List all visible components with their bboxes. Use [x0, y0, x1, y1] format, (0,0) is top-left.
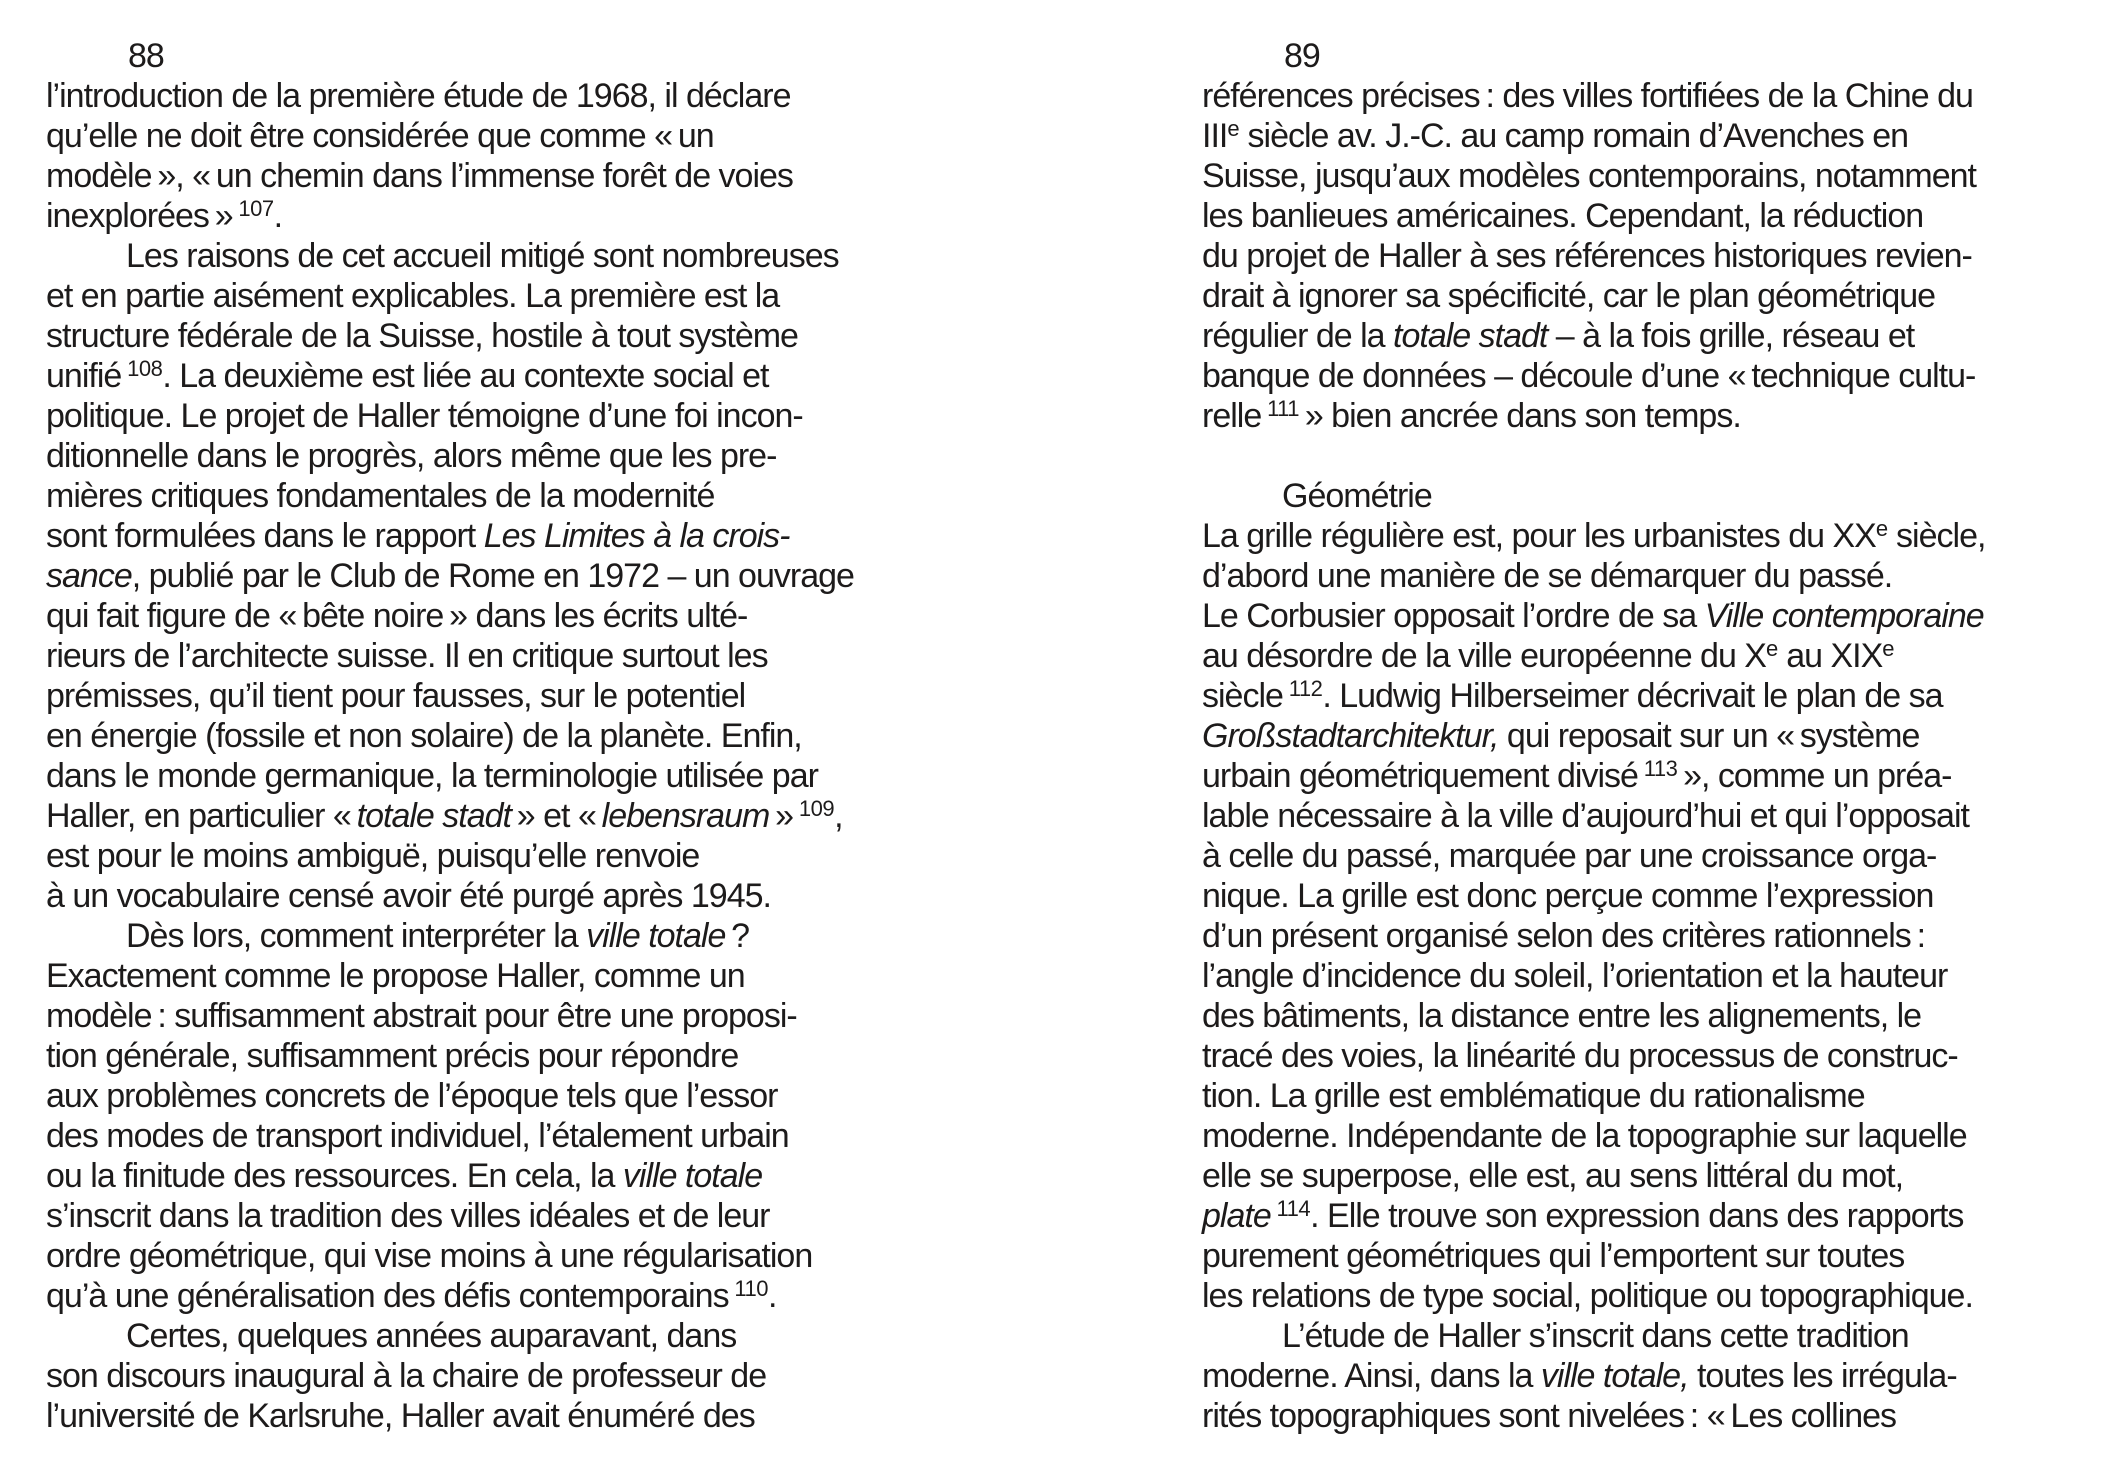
- text-line: est pour le moins ambiguë, puisqu’elle renvoie: [46, 837, 700, 875]
- text-line: son discours inaugural à la chaire de professeur de: [46, 1357, 767, 1395]
- text-line: qu’à une généralisation des défis contemporains $^{110}$.: [46, 1276, 777, 1315]
- text-line: Suisse, jusqu’aux modèles contemporains, notamment: [1202, 157, 1976, 195]
- text-line: prémisses, qu’il tient pour fausses, sur le potentiel: [46, 677, 746, 715]
- text-line: moderne. Ainsi, dans la ville totale, toutes les irrégula-: [1202, 1357, 1957, 1395]
- text-line: lable nécessaire à la ville d’aujourd’hui et qui l’opposait: [1202, 797, 1969, 835]
- text-line: ou la finitude des ressources. En cela, la ville totale: [46, 1157, 763, 1195]
- text-line: modèle », « un chemin dans l’immense forêt de voies: [46, 157, 793, 195]
- text-line: des bâtiments, la distance entre les alignements, le: [1202, 997, 1922, 1035]
- text-line: au désordre de la ville européenne du Xe au XIXe: [1202, 636, 1895, 675]
- text-line: urbain géométriquement divisé $^{113}$ », comme un préa-: [1202, 756, 1952, 795]
- text-line: sance, publié par le Club de Rome en 1972 – un ouvrage: [46, 557, 854, 595]
- text-line: relle $^{111}$ » bien ancrée dans son temps.: [1202, 396, 1741, 435]
- text-line: et en partie aisément explicables. La première est la: [46, 277, 780, 315]
- text-line: drait à ignorer sa spécificité, car le plan géométrique: [1202, 277, 1936, 315]
- text-line: l’introduction de la première étude de 1968, il déclare: [46, 77, 791, 115]
- text-line: rieurs de l’architecte suisse. Il en critique surtout les: [46, 637, 768, 675]
- text-line: sont formulées dans le rapport Les Limites à la crois-: [46, 517, 790, 555]
- text-line: siècle $^{112}$. Ludwig Hilberseimer décrivait le plan de sa: [1202, 676, 1943, 715]
- blank-line: [1202, 436, 2114, 476]
- text-line: du projet de Haller à ses références historiques revien-: [1202, 237, 1972, 275]
- page-number: 89: [1284, 37, 1320, 75]
- text-line: l’université de Karlsruhe, Haller avait énuméré des: [46, 1397, 755, 1435]
- text-line: plate $^{114}$. Elle trouve son expression dans des rapports: [1202, 1196, 1964, 1235]
- text-line: Le Corbusier opposait l’ordre de sa Ville contemporaine: [1202, 597, 1984, 635]
- text-line: inexplorées » $^{107}$.: [46, 196, 283, 235]
- text-line: à celle du passé, marquée par une croissance orga-: [1202, 837, 1937, 875]
- text-line: La grille régulière est, pour les urbanistes du XXe siècle,: [1202, 516, 1986, 555]
- text-line: IIIe siècle av. J.-C. au camp romain d’Avenches en: [1202, 116, 1909, 155]
- text-line: références précises : des villes fortifiées de la Chine du: [1202, 77, 1973, 115]
- text-line: aux problèmes concrets de l’époque tels que l’essor: [46, 1077, 778, 1115]
- text-line: dans le monde germanique, la terminologie utilisée par: [46, 757, 818, 795]
- text-line: rités topographiques sont nivelées : « Les collines: [1202, 1397, 1897, 1435]
- text-line: les banlieues américaines. Cependant, la réduction: [1202, 197, 1924, 235]
- page-left: [46, 36, 958, 1436]
- text-line: unifié $^{108}$. La deuxième est liée au contexte social et: [46, 356, 769, 395]
- text-line: Exactement comme le propose Haller, comme un: [46, 957, 745, 995]
- text-line: à un vocabulaire censé avoir été purgé après 1945.: [46, 877, 771, 915]
- text-line: Les raisons de cet accueil mitigé sont nombreuses: [126, 237, 839, 275]
- text-line: tion générale, suffisamment précis pour répondre: [46, 1037, 739, 1075]
- text-line: elle se superpose, elle est, au sens littéral du mot,: [1202, 1157, 1904, 1195]
- text-line: des modes de transport individuel, l’étalement urbain: [46, 1117, 789, 1155]
- text-line: Dès lors, comment interpréter la ville totale ?: [126, 917, 750, 955]
- text-line: s’inscrit dans la tradition des villes idéales et de leur: [46, 1197, 770, 1235]
- page-body: [46, 76, 958, 1436]
- text-line: Großstadtarchitektur, qui reposait sur un « système: [1202, 717, 1920, 755]
- text-line: d’un présent organisé selon des critères rationnels :: [1202, 917, 1926, 955]
- text-line: ditionnelle dans le progrès, alors même que les pre-: [46, 437, 777, 475]
- text-line: mières critiques fondamentales de la modernité: [46, 477, 715, 515]
- text-line: structure fédérale de la Suisse, hostile à tout système: [46, 317, 798, 355]
- text-line: l’angle d’incidence du soleil, l’orientation et la hauteur: [1202, 957, 1948, 995]
- text-line: politique. Le projet de Haller témoigne d’une foi incon-: [46, 397, 803, 435]
- text-line: L’étude de Haller s’inscrit dans cette tradition: [1282, 1317, 1909, 1355]
- text-line: nique. La grille est donc perçue comme l’expression: [1202, 877, 1934, 915]
- page-number: 88: [128, 37, 164, 75]
- text-line: qui fait figure de « bête noire » dans les écrits ulté-: [46, 597, 748, 635]
- text-line: Certes, quelques années auparavant, dans: [126, 1317, 737, 1355]
- text-line: Haller, en particulier « totale stadt » et « lebensraum » $^{109}$,: [46, 796, 843, 835]
- text-line: d’abord une manière de se démarquer du passé.: [1202, 557, 1893, 595]
- text-line: modèle : suffisamment abstrait pour être une proposi-: [46, 997, 797, 1035]
- text-line: en énergie (fossile et non solaire) de la planète. Enfin,: [46, 717, 802, 755]
- text-line: tracé des voies, la linéarité du processus de construc-: [1202, 1037, 1958, 1075]
- text-line: ordre géométrique, qui vise moins à une régularisation: [46, 1237, 813, 1275]
- page-right: [1202, 36, 2114, 1436]
- text-line: les relations de type social, politique ou topographique.: [1202, 1277, 1973, 1315]
- page-body: [1202, 76, 2114, 1436]
- text-line: tion. La grille est emblématique du rationalisme: [1202, 1077, 1865, 1115]
- text-line: moderne. Indépendante de la topographie sur laquelle: [1202, 1117, 1967, 1155]
- text-line: régulier de la totale stadt – à la fois grille, réseau et: [1202, 317, 1915, 355]
- section-heading-geometrie: Géométrie: [1282, 477, 1432, 515]
- text-line: banque de données – découle d’une « technique cultu-: [1202, 357, 1976, 395]
- text-line: purement géométriques qui l’emportent sur toutes: [1202, 1237, 1905, 1275]
- text-line: qu’elle ne doit être considérée que comme « un: [46, 117, 714, 155]
